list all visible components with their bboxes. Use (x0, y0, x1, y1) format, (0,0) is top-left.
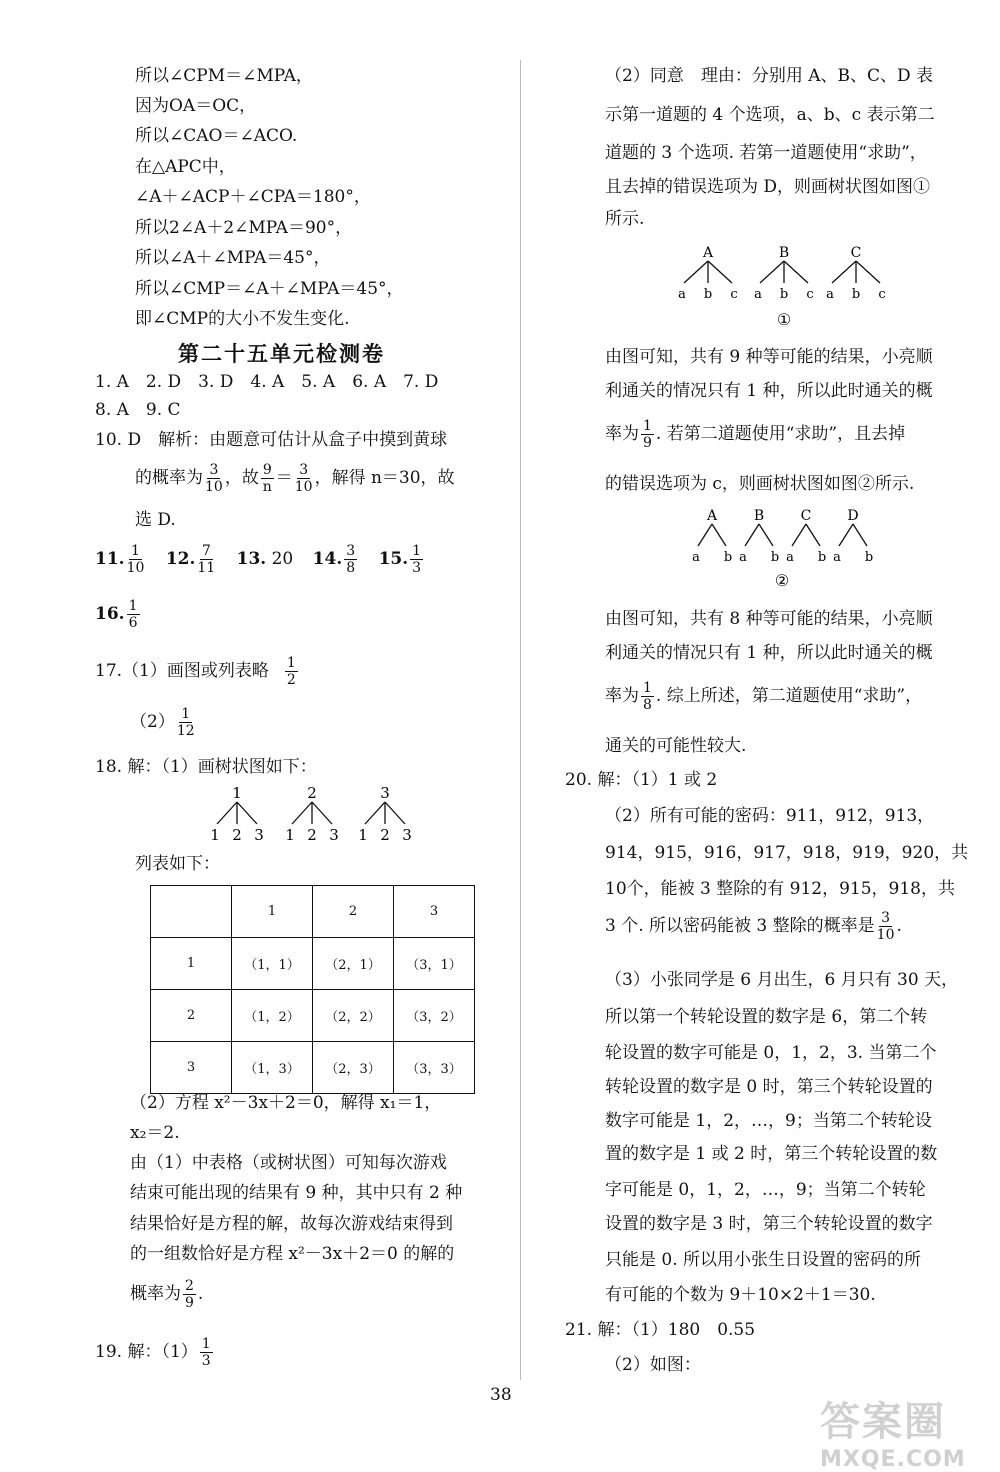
svg-text:c: c (806, 287, 814, 302)
q20-3-line-4: 转轮设置的数字是 0 时，第三个转轮设置的 (605, 1077, 933, 1097)
table-row (151, 1042, 475, 1094)
svg-text:a: a (833, 550, 841, 565)
svg-text:b: b (851, 287, 861, 302)
q19-answer: 19. 解：（1） $\frac{1}{3}$ (95, 1336, 211, 1369)
answer-17-2: （2） $\frac{1}{12}$ (130, 706, 195, 739)
table-cell: 3 (394, 886, 475, 938)
q18-2-line-1: （2）方程 x²－3x＋2＝0，解得 x₁＝1， (130, 1093, 442, 1113)
watermark (820, 1390, 990, 1472)
table-cell: （1，2） (232, 990, 313, 1042)
q10-line-1: 10. D 解析：由题意可估计从盒子中摸到黄球 (95, 430, 448, 450)
tree-root: 2 (307, 784, 317, 802)
table-cell: （3，3） (394, 1042, 475, 1094)
q18-2-line-4: 结束可能出现的结果有 9 种，其中只有 2 种 (130, 1183, 463, 1203)
svg-text:a: a (692, 550, 700, 565)
q20-2-line-3: 10个，能被 3 整除的有 912，915，918，共 (605, 879, 956, 899)
tree-root: 3 (380, 784, 390, 802)
q18-2-line-7: 概率为 $\frac{2}{9}$ . (130, 1278, 204, 1311)
svg-text:b: b (723, 550, 733, 565)
q20-3-line-3: 轮设置的数字可能是 0，1，2，3. 当第二个 (605, 1043, 937, 1063)
q18-2-line-3: 由（1）中表格（或树状图）可知每次游戏 (130, 1153, 447, 1173)
answer-17-1: 17.（1）画图或列表略 $\frac{1}{2}$ (95, 655, 296, 688)
proof-line-6: 所以2∠A＋2∠MPA＝90°， (135, 218, 353, 238)
answer-16: 16. $\frac{1}{6}$ (95, 598, 138, 631)
right-p2-line-2: 利通关的情况只有 1 种，所以此时通关的概 (605, 381, 933, 401)
list-caption: 列表如下： (135, 854, 220, 874)
svg-text:b: b (703, 287, 713, 302)
q18-2-line-6: 的一组数恰好是方程 x²－3x＋2＝0 的解的 (130, 1244, 455, 1264)
q18-2-line-5: 结果恰好是方程的解，故每次游戏结束得到 (130, 1214, 453, 1234)
q20-1: 20. 解：（1）1 或 2 (565, 770, 718, 790)
table-header-row (151, 886, 475, 938)
svg-text:a: a (678, 287, 686, 302)
svg-text:b: b (770, 550, 780, 565)
svg-text:D: D (847, 508, 859, 524)
svg-text:b: b (864, 550, 874, 565)
tree-leaf: 3 (402, 826, 412, 842)
table-cell: （2，2） (313, 990, 394, 1042)
q18-heading: 18. 解：（1）画树状图如下： (95, 757, 317, 777)
table-cell: 2 (313, 886, 394, 938)
tree-leaf: 3 (254, 826, 264, 842)
q20-3-line-1: （3）小张同学是 6 月出生，6 月只有 30 天， (605, 970, 959, 990)
svg-text:C: C (800, 508, 812, 524)
svg-text:b: b (817, 550, 827, 565)
table-cell: 1 (151, 938, 232, 990)
tree2-group-C (786, 508, 826, 565)
tree-leaf: 2 (380, 826, 390, 842)
right-p3-line-2: 利通关的情况只有 1 种，所以此时通关的概 (605, 643, 933, 663)
outcome-table (150, 885, 475, 1094)
table-cell (151, 886, 232, 938)
q20-3-line-5: 数字可能是 1，2，…，9；当第二个转轮设 (605, 1111, 932, 1131)
q10-line-2: 的概率为 $\frac{3}{10}$ ，故 $\frac{9}{n}$ ＝ $\frac{3}{10}$ ，解得 n＝30，故 (135, 462, 455, 495)
tree-diagram-1 (670, 243, 900, 333)
q20-2-line-2: 914，915，916，917，918，919，920，共 (605, 843, 969, 863)
figure-label-1: ① (776, 310, 792, 329)
tree-leaf: 2 (232, 826, 242, 842)
section-title: 第二十五单元检测卷 (178, 341, 385, 366)
table-row (151, 990, 475, 1042)
table-cell: （1，3） (232, 1042, 313, 1094)
svg-text:A: A (706, 508, 718, 524)
svg-text:B: B (778, 245, 790, 261)
svg-text:a: a (786, 550, 794, 565)
answers-row-1: 1. A 2. D 3. D 4. A 5. A 6. A 7. D (95, 372, 439, 392)
svg-text:C: C (850, 245, 862, 261)
fraction: $\frac{3}{10}$ (294, 462, 313, 495)
table-cell: （2，1） (313, 938, 394, 990)
q21-1: 21. 解：（1）180 0.55 (565, 1320, 756, 1340)
right-p2-line-4: 的错误选项为 c，则画树状图如图②所示. (605, 474, 915, 494)
q20-2-line-1: （2）所有可能的密码：911，912，913， (605, 806, 935, 826)
tree2-group-D (833, 508, 873, 565)
table-cell: （2，3） (313, 1042, 394, 1094)
right-p1-line-5: 所示. (605, 209, 645, 229)
proof-line-5: ∠A＋∠ACP＋∠CPA＝180°， (135, 187, 371, 207)
right-p2-line-1: 由图可知，共有 9 种等可能的结果，小亮顺 (605, 347, 933, 367)
q20-2-line-4: 3 个. 所以密码能被 3 整除的概率是 $\frac{3}{10}$ . (605, 910, 902, 943)
tree-diagram-q18 (195, 782, 420, 842)
proof-line-4: 在△APC中， (135, 157, 236, 177)
svg-text:b: b (779, 287, 789, 302)
table-cell: 2 (151, 990, 232, 1042)
tree-leaf: 1 (285, 826, 295, 842)
proof-line-9: 即∠CMP的大小不发生变化. (135, 309, 350, 329)
q20-3-line-8: 设置的数字是 3 时，第三个转轮设置的数字 (605, 1214, 933, 1234)
right-p3-line-1: 由图可知，共有 8 种等可能的结果，小亮顺 (605, 609, 933, 629)
q10-line-3: 选 D. (135, 510, 176, 530)
page-number: 38 (490, 1385, 512, 1405)
tree-leaf: 1 (210, 826, 220, 842)
tree2-group-A (692, 508, 732, 565)
right-p2-line-3: 率为 $\frac{1}{9}$ . 若第二道题使用“求助”，且去掉 (605, 418, 906, 451)
right-p1-line-2: 示第一道题的 4 个选项，a、b、c 表示第二 (605, 105, 935, 125)
tree2-group-B (739, 508, 779, 565)
right-p3-line-3: 率为 $\frac{1}{8}$ . 综上所述，第二道题使用“求助”， (605, 680, 923, 713)
fraction: $\frac{3}{10}$ (205, 462, 223, 495)
tree1-group-A (678, 245, 738, 302)
svg-text:B: B (753, 508, 765, 524)
tree-diagram-2 (688, 506, 888, 594)
tree-leaf: 3 (329, 826, 339, 842)
table-row (151, 938, 475, 990)
svg-text:c: c (730, 287, 738, 302)
tree-group-3 (358, 784, 412, 842)
answers-row-2: 8. A 9. C (95, 400, 181, 420)
proof-line-1: 所以∠CPM＝∠MPA， (135, 66, 313, 86)
right-p3-line-4: 通关的可能性较大. (605, 736, 747, 756)
q21-2: （2）如图： (605, 1355, 701, 1375)
proof-line-3: 所以∠CAO＝∠ACO. (135, 126, 298, 146)
watermark-url: MXQE.COM (820, 1447, 966, 1472)
fraction: $\frac{9}{n}$ (262, 462, 272, 495)
tree-leaf: 1 (358, 826, 368, 842)
proof-line-7: 所以∠A＋∠MPA＝45°， (135, 248, 331, 268)
q20-3-line-2: 所以第一个转轮设置的数字是 6，第二个转 (605, 1007, 928, 1027)
proof-line-8: 所以∠CMP＝∠A＋∠MPA＝45°， (135, 279, 404, 299)
right-p1-line-1: （2）同意 理由：分别用 A、B、C、D 表 (605, 66, 934, 86)
q20-3-line-6: 置的数字是 1 或 2 时，第三个转轮设置的数 (605, 1144, 938, 1164)
q20-3-line-7: 字可能是 0，1，2，…，9；当第二个转轮 (605, 1180, 926, 1200)
tree-group-2 (285, 784, 339, 842)
q20-3-line-9: 只能是 0. 所以用小张生日设置的密码的所 (605, 1250, 922, 1270)
answers-11-15: 11. $\frac{1}{10}$ 12. $\frac{7}{11}$ 13. 20 14. $\frac{3}{8}$ 15. $\frac{1}{3}$ (95, 543, 422, 576)
svg-text:A: A (702, 245, 714, 261)
table-cell: 3 (151, 1042, 232, 1094)
tree-leaf: 2 (307, 826, 317, 842)
table-cell: （3，2） (394, 990, 475, 1042)
table-cell: （3，1） (394, 938, 475, 990)
svg-text:a: a (739, 550, 747, 565)
column-divider (520, 60, 521, 1380)
table-cell: （1，1） (232, 938, 313, 990)
tree1-group-B (754, 245, 814, 302)
tree-root: 1 (232, 784, 242, 802)
tree-group-1 (210, 784, 264, 842)
right-p1-line-4: 且去掉的错误选项为 D，则画树状图如图① (605, 177, 931, 197)
svg-text:c: c (878, 287, 886, 302)
table-cell: 1 (232, 886, 313, 938)
q20-3-line-10: 有可能的个数为 9＋10×2＋1＝30. (605, 1285, 876, 1305)
right-p1-line-3: 道题的 3 个选项. 若第一道题使用“求助”， (605, 143, 927, 163)
svg-text:a: a (754, 287, 762, 302)
q18-2-line-2: x₂＝2. (130, 1123, 180, 1143)
figure-label-2: ② (774, 571, 790, 590)
proof-line-2: 因为OA＝OC， (135, 96, 257, 116)
tree1-group-C (826, 245, 886, 302)
svg-text:a: a (826, 287, 834, 302)
watermark-logo: 答案圈 (820, 1399, 946, 1445)
